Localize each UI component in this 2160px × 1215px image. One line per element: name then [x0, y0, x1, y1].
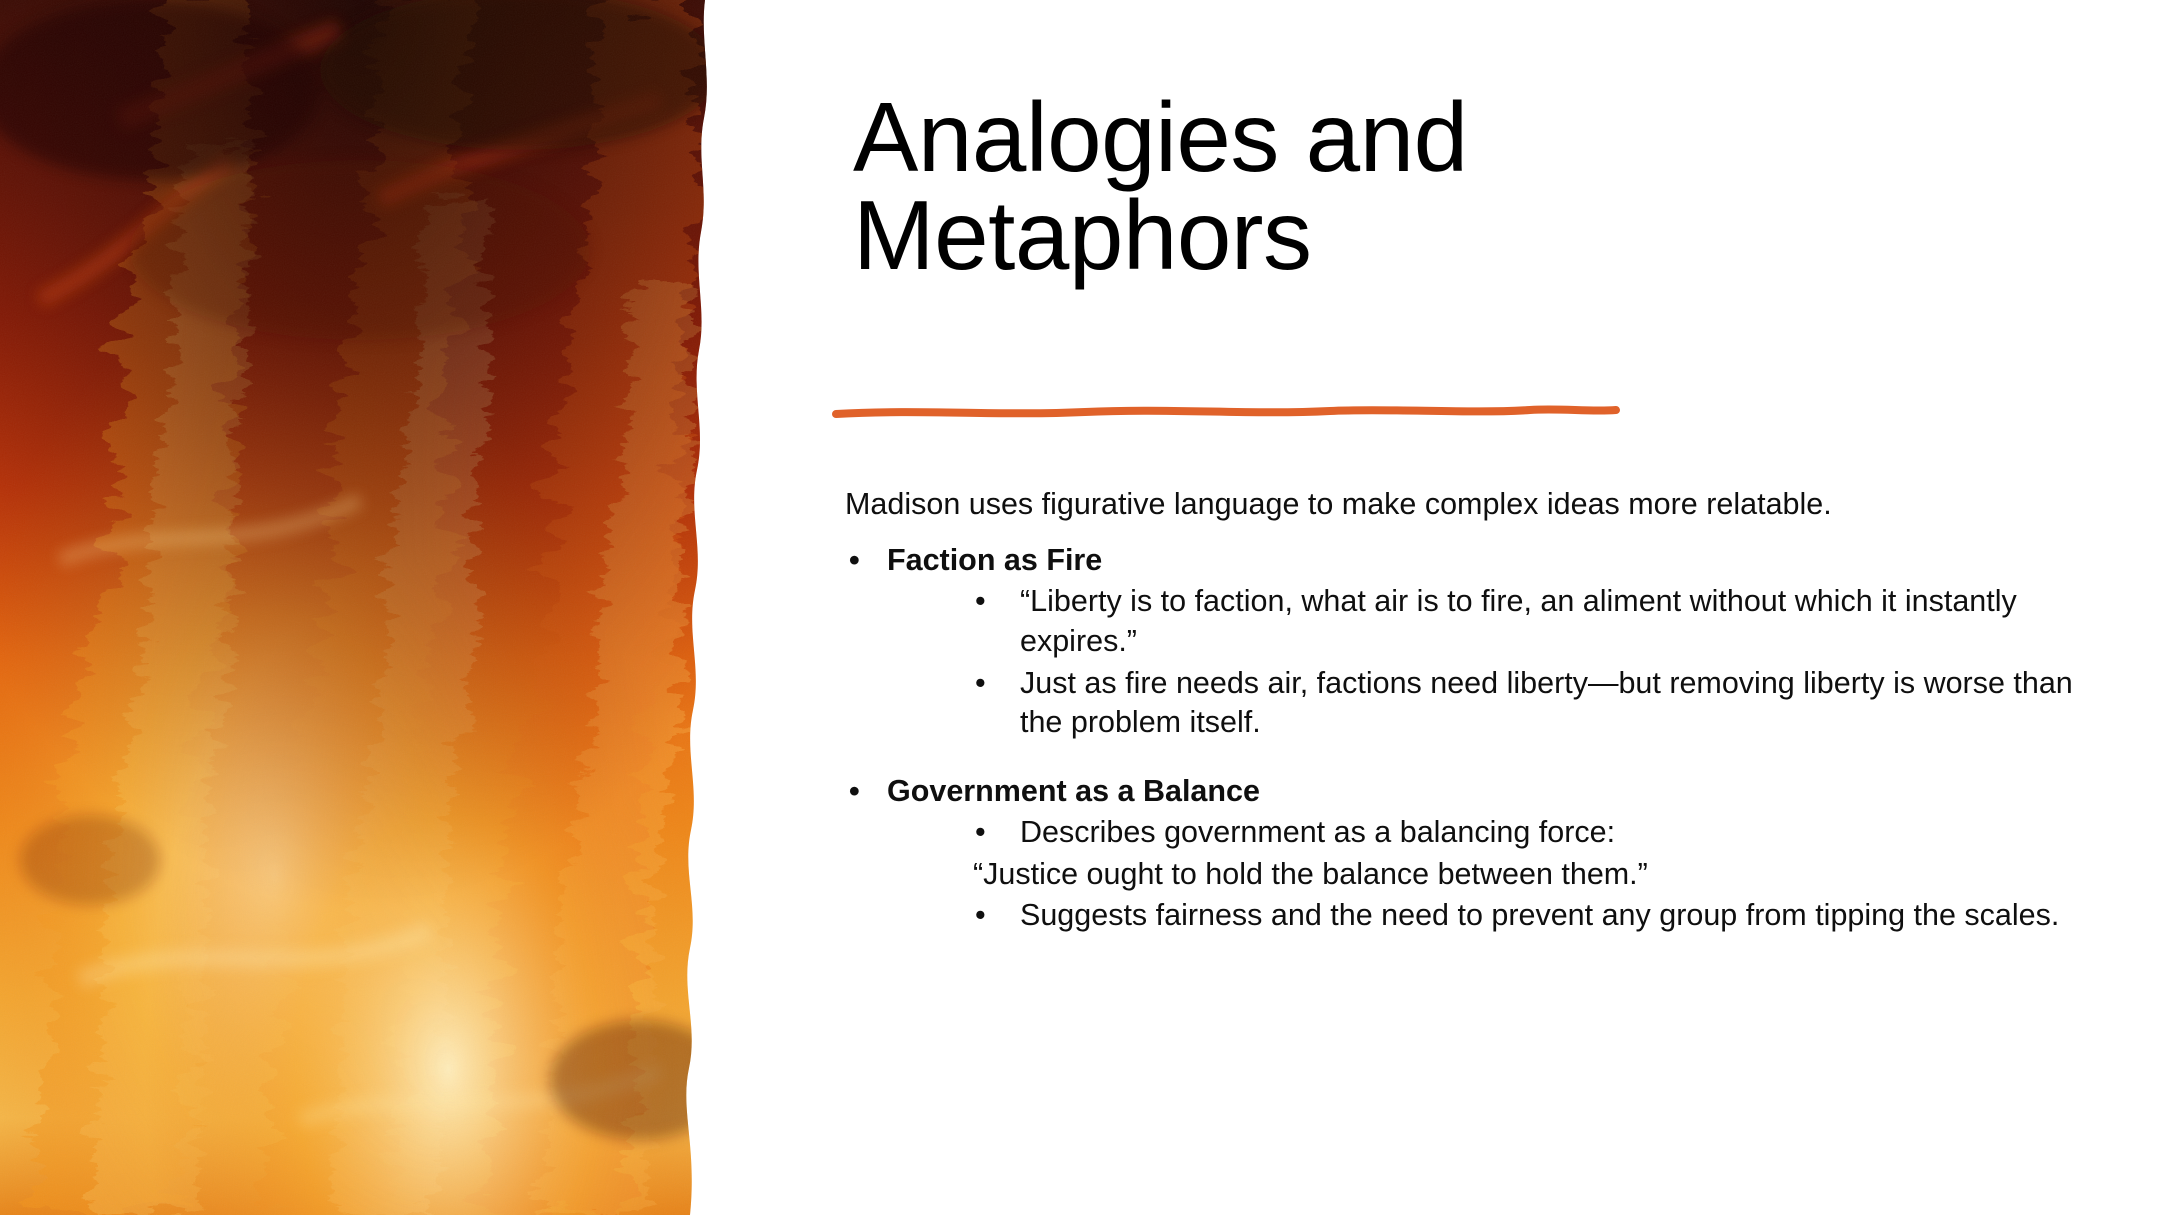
- list-item: [845, 896, 2075, 936]
- list-item: [845, 582, 2075, 661]
- bullet-list: [845, 540, 2075, 938]
- list-item-label: Describes government as a balancing force:: [1020, 815, 1616, 850]
- divider: [830, 400, 1630, 424]
- list-item-label: Government as a Balance: [887, 773, 1260, 808]
- bullet-dot-icon: •: [849, 543, 860, 577]
- list-item-heading: [845, 771, 2075, 811]
- bullet-dot-icon: •: [849, 773, 860, 808]
- list-item: [845, 813, 2075, 853]
- slide-content: [845, 0, 2090, 1215]
- list-item-label: “Liberty is to faction, what air is to fire, an aliment without which it instantly expires.”: [1020, 584, 2017, 658]
- fire-image-panel: [0, 0, 723, 1215]
- page-title: Analogies and Metaphors: [853, 82, 1468, 290]
- list-item-label: Faction as Fire: [887, 543, 1103, 577]
- bullet-dot-icon: •: [975, 665, 986, 700]
- bullet-dot-icon: •: [975, 898, 986, 933]
- divider-stroke: [830, 400, 1630, 424]
- list-item-label: Just as fire needs air, factions need liberty—but removing liberty is worse than the problem itself.: [1020, 665, 2073, 740]
- bullet-dot-icon: •: [975, 815, 986, 850]
- quote-line: “Justice ought to hold the balance between them.”: [973, 856, 1648, 891]
- bullet-dot-icon: •: [975, 584, 986, 619]
- list-item-label: Suggests fairness and the need to prevent any group from tipping the scales.: [1020, 898, 2060, 933]
- list-item-heading: [845, 540, 2075, 580]
- intro-text: Madison uses figurative language to make complex ideas more relatable.: [845, 487, 1832, 521]
- fire-flames-photo: [0, 0, 723, 1215]
- spacer: [845, 745, 2075, 771]
- list-item: [845, 664, 2075, 743]
